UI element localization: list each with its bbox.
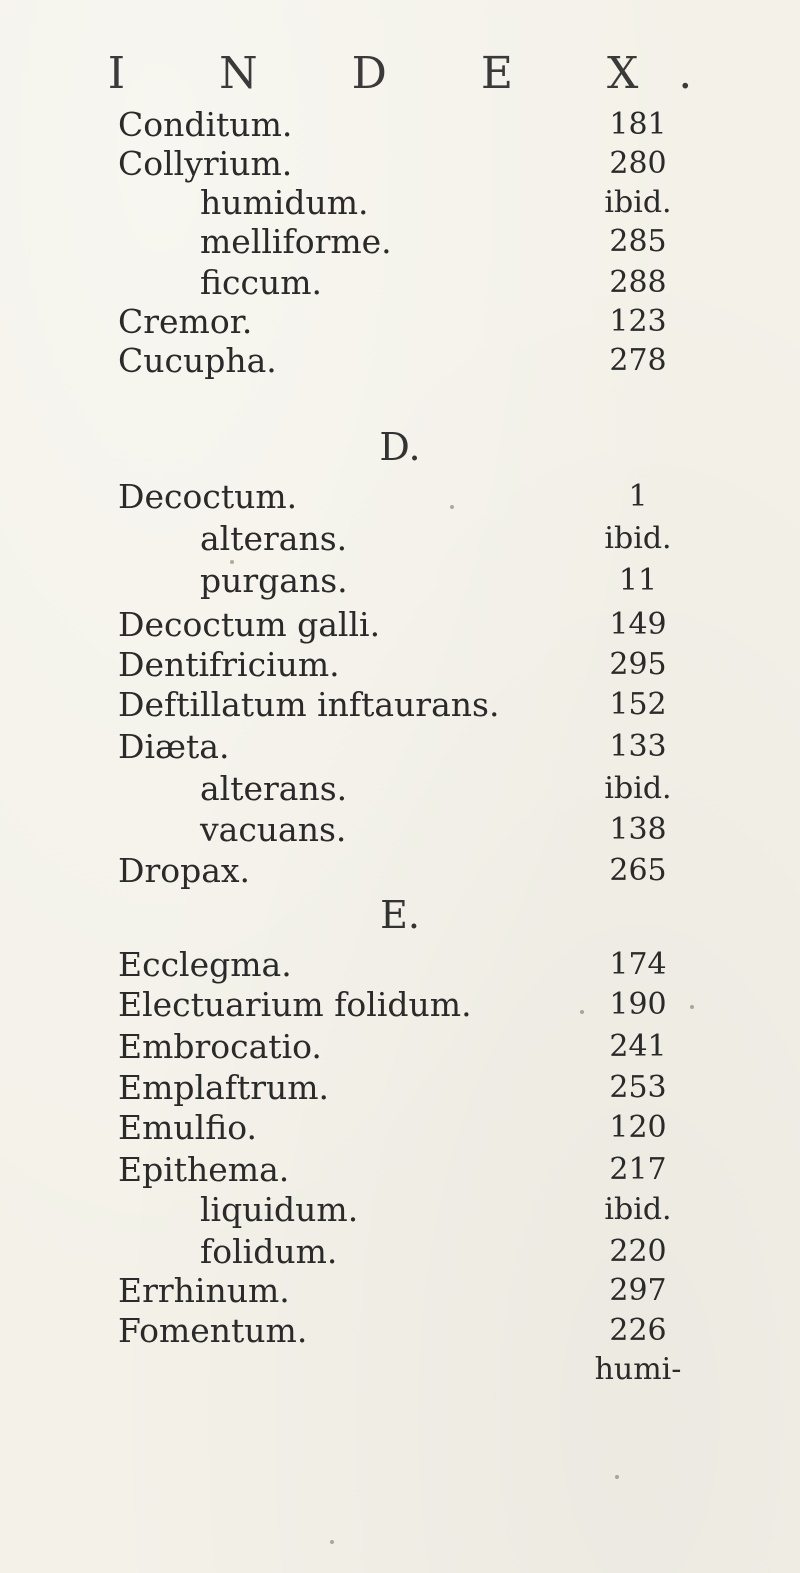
sub-entry-term: folidum. — [200, 1232, 338, 1271]
index-entry — [0, 561, 800, 601]
page-number: 280 — [609, 146, 667, 181]
sub-entry-term: purgans. — [200, 561, 348, 600]
index-entry — [0, 341, 800, 381]
index-entry — [0, 183, 800, 223]
index-entry — [0, 222, 800, 262]
entry-term: Cucupha. — [118, 341, 277, 380]
index-entry — [0, 1190, 800, 1230]
entry-term: Cremor. — [118, 302, 253, 341]
section-letter: D. — [379, 425, 421, 469]
index-entry — [0, 1068, 800, 1108]
page-number: 241 — [609, 1029, 667, 1064]
index-entry — [0, 605, 800, 645]
sub-entry-term: melliforme. — [200, 222, 392, 261]
sub-entry-term: humidum. — [200, 183, 369, 222]
index-entry — [0, 1311, 800, 1351]
entry-term: Decoctum. — [118, 477, 298, 516]
paper-speck — [230, 560, 234, 564]
index-entry — [0, 1108, 800, 1148]
index-entry — [0, 519, 800, 559]
page-number: 226 — [609, 1313, 667, 1348]
entry-term: Dentifricium. — [118, 645, 340, 684]
index-entry — [0, 105, 800, 145]
index-entry — [0, 263, 800, 303]
page-number: ibid. — [604, 185, 672, 220]
paper-speck — [580, 1010, 584, 1014]
paper-speck — [450, 505, 454, 509]
entry-term: Collyrium. — [118, 144, 293, 183]
page-number: 120 — [609, 1110, 667, 1145]
index-entry — [0, 645, 800, 685]
index-entry — [0, 685, 800, 725]
sub-entry-term: liquidum. — [200, 1190, 359, 1229]
page-number: 295 — [609, 647, 667, 682]
index-entry — [0, 477, 800, 517]
index-entry — [0, 1027, 800, 1067]
page-number: 181 — [609, 107, 667, 142]
page-number: 123 — [609, 304, 667, 339]
paper-speck — [615, 1475, 619, 1479]
entry-term: Dropax. — [118, 851, 250, 890]
page-number: 133 — [609, 729, 667, 764]
paper-speck — [330, 1540, 334, 1544]
page-number: 149 — [609, 607, 667, 642]
page-number: 11 — [618, 563, 658, 598]
page-number: 220 — [609, 1234, 667, 1269]
index-entry — [0, 1232, 800, 1272]
sub-entry-term: alterans. — [200, 519, 348, 558]
entry-term: Deftillatum inftaurans. — [118, 685, 500, 724]
entry-term: Emplaftrum. — [118, 1068, 330, 1107]
section-letter: E. — [380, 893, 420, 937]
page-number: 152 — [609, 687, 667, 722]
page-number: 253 — [609, 1070, 667, 1105]
paper-speck — [690, 1005, 694, 1009]
entry-term: Fomentum. — [118, 1311, 308, 1350]
entry-term: Epithema. — [118, 1150, 290, 1189]
entry-term: Embrocatio. — [118, 1027, 322, 1066]
entry-term: Conditum. — [118, 105, 293, 144]
page-number: 190 — [609, 987, 667, 1022]
index-entry — [0, 851, 800, 891]
page-number: 1 — [628, 479, 648, 514]
entry-term: Errhinum. — [118, 1271, 290, 1310]
index-entry — [0, 144, 800, 184]
page-number: 278 — [609, 343, 667, 378]
page-number: ibid. — [604, 521, 672, 556]
index-entry — [0, 769, 800, 809]
page-number: 138 — [609, 812, 667, 847]
page-number: ibid. — [604, 1192, 672, 1227]
index-entry — [0, 945, 800, 985]
page-number: 285 — [609, 224, 667, 259]
sub-entry-term: vacuans. — [200, 810, 347, 849]
entry-term: Ecclegma. — [118, 945, 292, 984]
page-number: 288 — [609, 265, 667, 300]
page-number: 265 — [609, 853, 667, 888]
index-entry — [0, 1271, 800, 1311]
sub-entry-term: ficcum. — [200, 263, 323, 302]
index-entry — [0, 302, 800, 342]
entry-term: Electuarium folidum. — [118, 985, 472, 1024]
page-number: 297 — [609, 1273, 667, 1308]
page-number: ibid. — [604, 771, 672, 806]
sub-entry-term: alterans. — [200, 769, 348, 808]
index-entry — [0, 985, 800, 1025]
entry-term: Decoctum galli. — [118, 605, 381, 644]
entry-term: Diæta. — [118, 727, 230, 766]
index-entry — [0, 810, 800, 850]
page-number: 217 — [609, 1152, 667, 1187]
index-entry — [0, 1150, 800, 1190]
index-entry — [0, 727, 800, 767]
entry-term: Emulfio. — [118, 1108, 257, 1147]
page-header: I N D E X. — [107, 48, 733, 99]
catchword: humi- — [594, 1352, 682, 1387]
page-number: 174 — [609, 947, 667, 982]
